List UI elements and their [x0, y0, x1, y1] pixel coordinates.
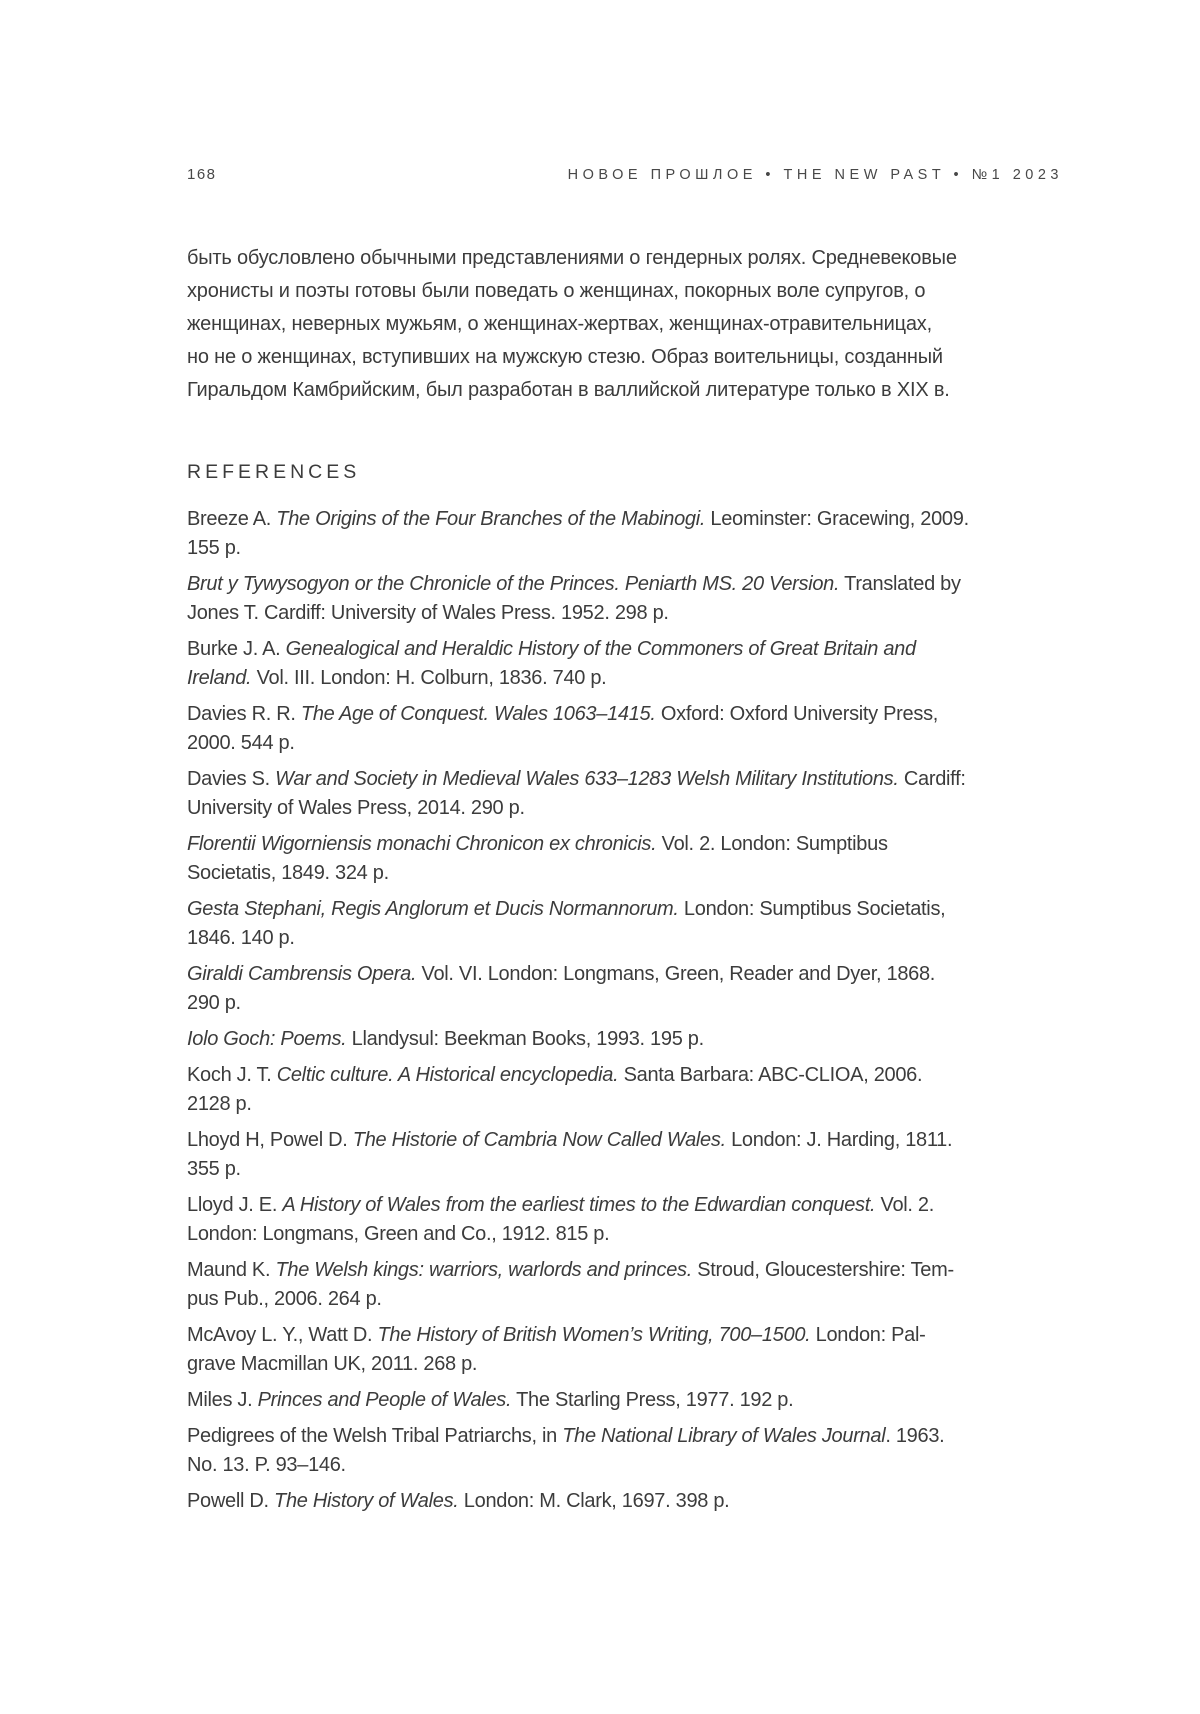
reference-item	[187, 1191, 1063, 1249]
reference-line	[187, 570, 1063, 599]
reference-line	[187, 924, 1063, 953]
reference-text-segment: Translated by	[839, 573, 961, 595]
paragraph-line: женщинах, неверных мужьям, о женщинах-жертвах, женщинах-отравительницах,	[187, 313, 932, 335]
reference-line	[187, 1061, 1063, 1090]
reference-item	[187, 960, 1063, 1018]
reference-title-segment: The National Library of Wales Journal	[562, 1425, 886, 1447]
references-heading: REFERENCES	[187, 461, 361, 483]
page	[187, 0, 1063, 1516]
reference-line	[187, 830, 1063, 859]
reference-text-segment: London: M. Clark, 1697. 398 p.	[458, 1490, 730, 1512]
reference-text-segment: . 1963.	[885, 1425, 945, 1447]
reference-text-segment: University of Wales Press, 2014. 290 p.	[187, 797, 525, 819]
reference-line	[187, 1451, 1063, 1480]
reference-text-segment: Maund K.	[187, 1259, 276, 1281]
reference-text-segment: Vol. VI. London: Longmans, Green, Reader and Dyer, 1868.	[416, 963, 936, 985]
reference-line	[187, 989, 1063, 1018]
reference-title-segment: A History of Wales from the earliest times to the Edwardian conquest.	[282, 1194, 876, 1216]
reference-line	[187, 1321, 1063, 1350]
reference-title-segment: The Historie of Cambria Now Called Wales.	[352, 1129, 726, 1151]
reference-line	[187, 1126, 1063, 1155]
reference-title-segment: Gesta Stephani, Regis Anglorum et Ducis Normannorum.	[187, 898, 679, 920]
reference-line	[187, 1350, 1063, 1379]
reference-text-segment: Vol. 2.	[875, 1194, 935, 1216]
reference-item	[187, 1256, 1063, 1314]
reference-line	[187, 664, 1063, 693]
journal-title: НОВОЕ ПРОШЛОЕ • THE NEW PAST • №1 2023	[567, 167, 1063, 183]
reference-item	[187, 765, 1063, 823]
reference-text-segment: 2128 p.	[187, 1093, 252, 1115]
page-number: 168	[187, 166, 217, 183]
reference-text-segment: Koch J. T.	[187, 1064, 277, 1086]
reference-line	[187, 1155, 1063, 1184]
reference-text-segment: Pedigrees of the Welsh Tribal Patriarchs, in	[187, 1425, 563, 1447]
reference-item	[187, 1321, 1063, 1379]
reference-text-segment: 290 p.	[187, 992, 241, 1014]
reference-line	[187, 1220, 1063, 1249]
reference-text-segment: Burke J. A.	[187, 638, 286, 660]
reference-text-segment: Davies R. R.	[187, 703, 301, 725]
reference-line	[187, 895, 1063, 924]
reference-line	[187, 534, 1063, 563]
reference-text-segment: London: Pal-	[810, 1324, 926, 1346]
reference-text-segment: 155 p.	[187, 537, 241, 559]
reference-line	[187, 700, 1063, 729]
reference-line	[187, 960, 1063, 989]
reference-item	[187, 505, 1063, 563]
reference-text-segment: The Starling Press, 1977. 192 p.	[511, 1389, 794, 1411]
reference-item	[187, 830, 1063, 888]
reference-text-segment: Santa Barbara: ABC-CLIOA, 2006.	[618, 1064, 923, 1086]
reference-item	[187, 700, 1063, 758]
reference-text-segment: Vol. III. London: H. Colburn, 1836. 740 p.	[251, 667, 607, 689]
reference-text-segment: Jones T. Cardiff: University of Wales Press. 1952. 298 p.	[187, 602, 669, 624]
reference-title-segment: Ireland.	[187, 667, 252, 689]
reference-text-segment: Davies S.	[187, 768, 276, 790]
reference-title-segment: The Age of Conquest. Wales 1063–1415.	[300, 703, 656, 725]
reference-text-segment: Oxford: Oxford University Press,	[655, 703, 939, 725]
reference-title-segment: Brut y Tywysogyon or the Chronicle of the Princes. Peniarth MS. 20 Version.	[187, 573, 840, 595]
reference-item	[187, 635, 1063, 693]
reference-line	[187, 859, 1063, 888]
reference-text-segment: Stroud, Gloucestershire: Tem-	[691, 1259, 954, 1281]
closing-paragraph	[187, 242, 1063, 407]
reference-title-segment: The History of Wales.	[274, 1490, 459, 1512]
reference-text-segment: 2000. 544 p.	[187, 732, 295, 754]
reference-line	[187, 1090, 1063, 1119]
references-list	[187, 505, 1063, 1516]
reference-text-segment: Breeze A.	[187, 508, 277, 530]
reference-title-segment: War and Society in Medieval Wales 633–1283 Welsh Military Institutions.	[275, 768, 899, 790]
reference-title-segment: The Welsh kings: warriors, warlords and princes.	[275, 1259, 692, 1281]
paragraph-line: быть обусловлено обычными представлениями о гендерных ролях. Средневековые	[187, 247, 957, 269]
reference-text-segment: No. 13. P. 93–146.	[187, 1454, 346, 1476]
reference-item	[187, 1126, 1063, 1184]
reference-text-segment: Powell D.	[187, 1490, 275, 1512]
reference-title-segment: Giraldi Cambrensis Opera.	[187, 963, 417, 985]
reference-text-segment: Lloyd J. E.	[187, 1194, 283, 1216]
reference-item	[187, 1487, 1063, 1516]
reference-text-segment: Societatis, 1849. 324 p.	[187, 862, 389, 884]
reference-line	[187, 1191, 1063, 1220]
reference-title-segment: The History of British Women’s Writing, 700–1500.	[377, 1324, 811, 1346]
reference-text-segment: Cardiff:	[898, 768, 966, 790]
page-header	[187, 0, 1063, 184]
reference-text-segment: Vol. 2. London: Sumptibus	[656, 833, 888, 855]
reference-text-segment: London: Longmans, Green and Co., 1912. 815 p.	[187, 1223, 610, 1245]
reference-text-segment: McAvoy L. Y., Watt D.	[187, 1324, 378, 1346]
reference-line	[187, 1487, 1063, 1516]
reference-title-segment: The Origins of the Four Branches of the Mabinogi.	[276, 508, 706, 530]
reference-line	[187, 1285, 1063, 1314]
reference-text-segment: grave Macmillan UK, 2011. 268 p.	[187, 1353, 478, 1375]
reference-text-segment: 355 p.	[187, 1158, 241, 1180]
reference-item	[187, 1422, 1063, 1480]
reference-item	[187, 1025, 1063, 1054]
reference-text-segment: London: Sumptibus Societatis,	[678, 898, 946, 920]
paragraph-line: хронисты и поэты готовы были поведать о женщинах, покорных воле супругов, о	[187, 280, 926, 302]
reference-line	[187, 1422, 1063, 1451]
reference-line	[187, 794, 1063, 823]
reference-line	[187, 599, 1063, 628]
reference-text-segment: Leominster: Gracewing, 2009.	[705, 508, 969, 530]
reference-line	[187, 505, 1063, 534]
reference-item	[187, 1386, 1063, 1415]
reference-item	[187, 570, 1063, 628]
reference-text-segment: Miles J.	[187, 1389, 258, 1411]
paragraph-line: Гиральдом Камбрийским, был разработан в валлийской литературе только в XIX в.	[187, 379, 950, 401]
reference-line	[187, 765, 1063, 794]
paragraph-line: но не о женщинах, вступивших на мужскую стезю. Образ воительницы, созданный	[187, 346, 943, 368]
reference-text-segment: 1846. 140 p.	[187, 927, 295, 949]
reference-title-segment: Florentii Wigorniensis monachi Chronicon ex chronicis.	[187, 833, 657, 855]
reference-item	[187, 1061, 1063, 1119]
reference-text-segment: London: J. Harding, 1811.	[725, 1129, 953, 1151]
reference-line	[187, 729, 1063, 758]
reference-text-segment: Llandysul: Beekman Books, 1993. 195 p.	[346, 1028, 704, 1050]
reference-title-segment: Genealogical and Heraldic History of the Commoners of Great Britain and	[285, 638, 916, 660]
reference-line	[187, 1256, 1063, 1285]
reference-line	[187, 1386, 1063, 1415]
reference-line	[187, 1025, 1063, 1054]
reference-title-segment: Celtic culture. A Historical encyclopedia.	[276, 1064, 619, 1086]
reference-text-segment: pus Pub., 2006. 264 p.	[187, 1288, 382, 1310]
reference-line	[187, 635, 1063, 664]
reference-item	[187, 895, 1063, 953]
reference-title-segment: Princes and People of Wales.	[257, 1389, 512, 1411]
reference-title-segment: Iolo Goch: Poems.	[187, 1028, 347, 1050]
reference-text-segment: Lhoyd H, Powel D.	[187, 1129, 353, 1151]
